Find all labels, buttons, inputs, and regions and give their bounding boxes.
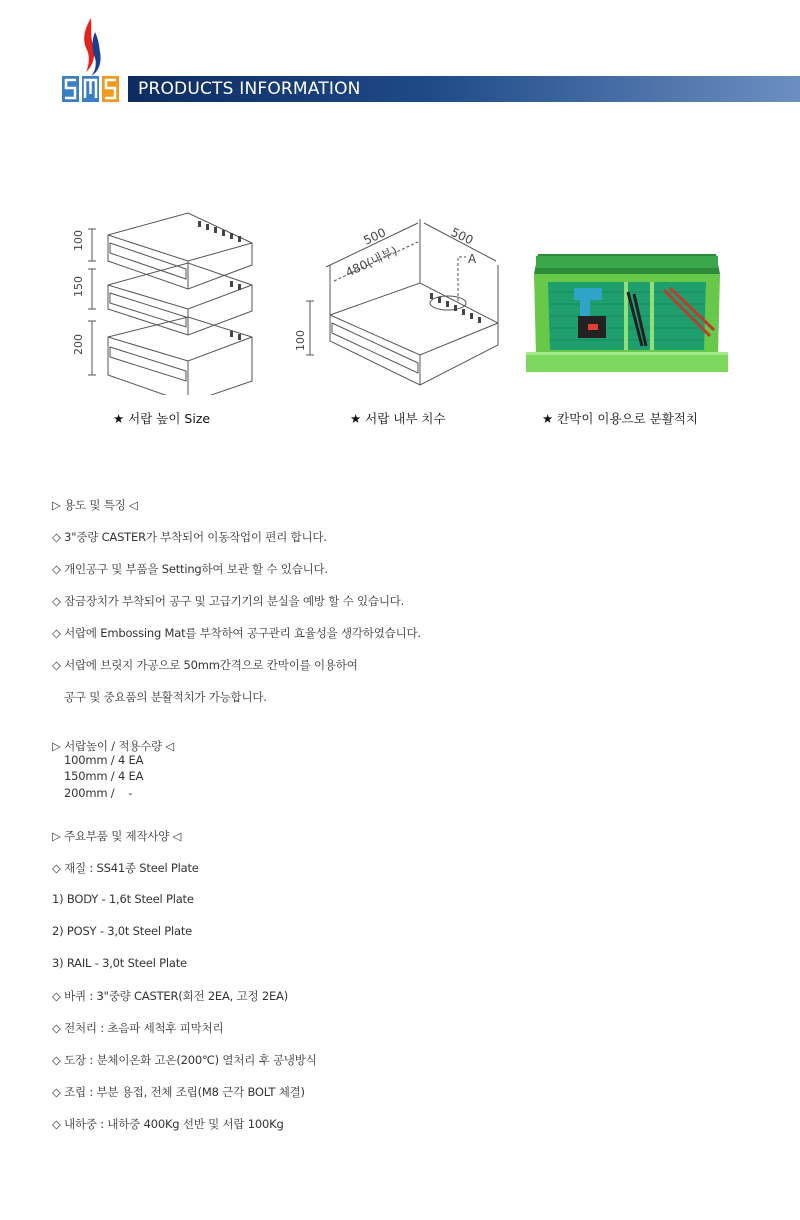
dim-100: 100 [72, 230, 85, 251]
dim-500-left: 500 [361, 225, 389, 248]
usage-item: ◇ 서랍에 Embossing Mat를 부착하여 공구관리 효율성을 생각하였습니다. [52, 626, 421, 640]
spec-item: ◇ 바퀴 : 3"중량 CASTER(회전 2EA, 고정 2EA) [52, 989, 288, 1003]
dim-a: A [468, 252, 477, 266]
usage-item: ◇ 잠금장치가 부착되어 공구 및 고급기기의 분실을 예방 할 수 있습니다. [52, 594, 405, 608]
usage-item: ◇ 서랍에 브릿지 가공으로 50mm간격으로 칸막이를 이용하여 [52, 658, 358, 672]
drawer-item: 150mm / 4 EA [64, 769, 144, 783]
spec-item: ◇ 전처리 : 초음파 세척후 피막처리 [52, 1021, 224, 1035]
drawer-photo [524, 252, 730, 374]
dim-200: 200 [72, 334, 85, 355]
spec-item: ◇ 재질 : SS41종 Steel Plate [52, 861, 199, 875]
caption-drawer-inner: ★ 서랍 내부 치수 [350, 411, 446, 426]
page-title: PRODUCTS INFORMATION [138, 79, 361, 99]
spec-item: ◇ 조립 : 부분 용접, 전체 조립(M8 근각 BOLT 체결) [52, 1085, 305, 1099]
drawer-height-diagram [70, 205, 270, 395]
usage-item: ◇ 3"중량 CASTER가 부착되어 이동작업이 편리 합니다. [52, 530, 327, 544]
drawer-inner-diagram [290, 205, 510, 395]
usage-item: ◇ 개인공구 및 부품을 Setting하여 보관 할 수 있습니다. [52, 562, 328, 576]
spec-item: ◇ 도장 : 분체이온화 고온(200℃) 열처리 후 공냉방식 [52, 1053, 317, 1067]
header-bar [128, 76, 800, 102]
spec-item: 1) BODY - 1,6t Steel Plate [52, 892, 194, 906]
spec-item: 2) POSY - 3,0t Steel Plate [52, 924, 193, 938]
drawer-item: 200mm / - [64, 786, 133, 800]
spec-item: 3) RAIL - 3,0t Steel Plate [52, 956, 187, 970]
sms-logo [60, 14, 122, 104]
dim-480-inner: 480(내부) [343, 243, 400, 280]
dim-500-right: 500 [448, 225, 476, 248]
caption-drawer-height: ★ 서랍 높이 Size [113, 411, 211, 426]
heading-usage: ▷ 용도 및 특징 ◁ [52, 498, 138, 512]
logo-letters [62, 76, 119, 102]
spec-item: ◇ 내하중 : 내하중 400Kg 선반 및 서랍 100Kg [52, 1117, 284, 1131]
drawer-item: 100mm / 4 EA [64, 753, 144, 767]
usage-item: 공구 및 중요품의 분활적치가 가능합니다. [64, 690, 267, 704]
heading-drawers: ▷ 서랍높이 / 적용수량 ◁ [52, 739, 175, 753]
heading-specs: ▷ 주요부품 및 제작사양 ◁ [52, 829, 182, 843]
dim-100-height: 100 [294, 330, 307, 351]
caption-partition: ★ 칸막이 이용으로 분활적치 [542, 411, 698, 426]
dim-150: 150 [72, 276, 85, 297]
